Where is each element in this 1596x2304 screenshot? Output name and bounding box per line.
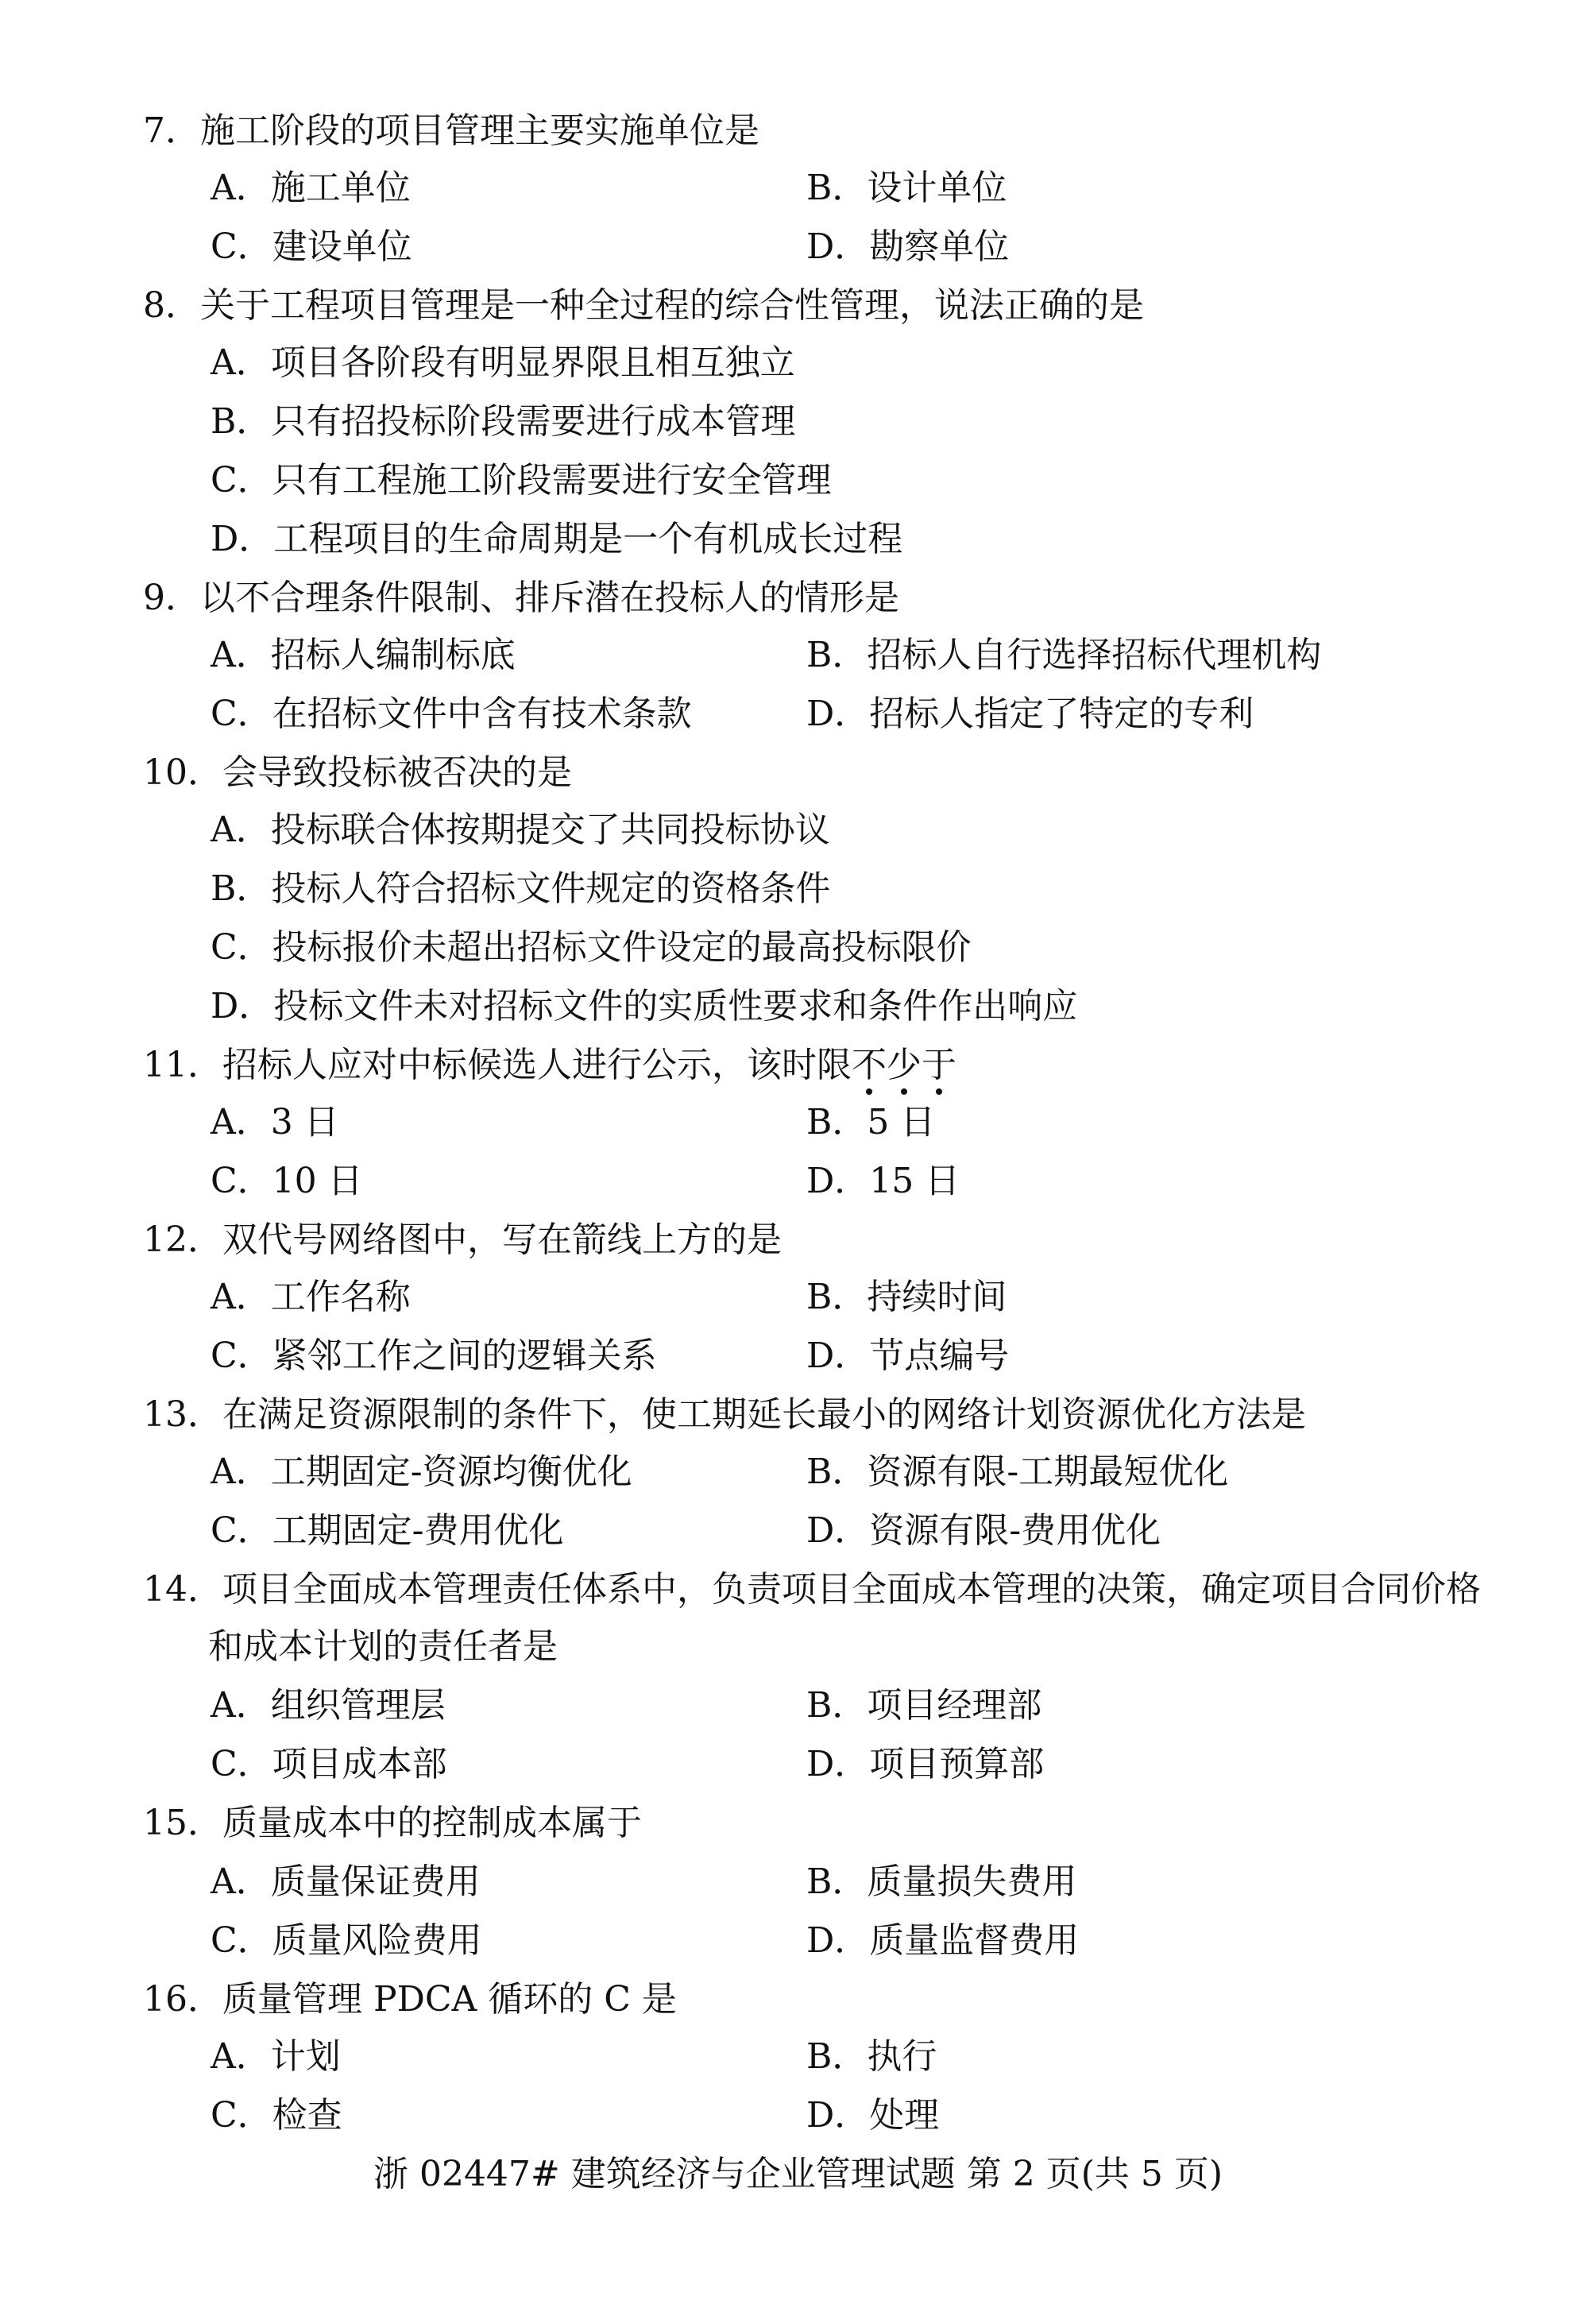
question-16-option-c: C．检查 [211,2095,342,2136]
question-8-stem: 8．关于工程项目管理是一种全过程的综合性管理，说法正确的是 [143,285,1144,326]
question-10-option-d: D．投标文件未对招标文件的实质性要求和条件作出响应 [211,986,1078,1026]
question-14-option-a: A．组织管理层 [211,1685,446,1726]
question-11-option-d: D．15 日 [806,1161,960,1201]
question-7-option-c: C．建设单位 [211,226,412,267]
question-16-option-a: A．计划 [211,2036,341,2077]
question-13-option-d: D．资源有限-费用优化 [806,1510,1161,1551]
question-9-option-c: C．在招标文件中含有技术条款 [211,694,692,734]
question-12-stem: 12．双代号网络图中，写在箭线上方的是 [143,1220,782,1260]
question-12-option-b: B．持续时间 [806,1277,1007,1317]
question-16-option-b: B．执行 [806,2036,937,2077]
question-7-option-a: A．施工单位 [211,168,411,208]
question-11-option-a: A．3 日 [211,1102,339,1142]
question-7-stem: 7．施工阶段的项目管理主要实施单位是 [143,110,759,151]
question-16-stem: 16．质量管理 PDCA 循环的 C 是 [143,1979,677,2020]
emphasis-char: 不 [852,1045,887,1085]
question-15-option-c: C．质量风险费用 [211,1920,482,1961]
question-12-option-a: A．工作名称 [211,1277,411,1317]
question-7-option-b: B．设计单位 [806,168,1007,208]
question-13-option-c: C．工期固定-费用优化 [211,1510,564,1551]
question-11-option-b: B．5 日 [806,1102,936,1142]
question-10-option-a: A．投标联合体按期提交了共同投标协议 [211,810,830,850]
question-14-option-c: C．项目成本部 [211,1744,447,1784]
question-9-stem: 9．以不合理条件限制、排斥潜在投标人的情形是 [143,578,899,618]
question-14-option-b: B．项目经理部 [806,1685,1042,1726]
question-13-stem: 13．在满足资源限制的条件下，使工期延长最小的网络计划资源优化方法是 [143,1394,1306,1435]
question-12-option-d: D．节点编号 [806,1336,1010,1376]
question-15-option-a: A．质量保证费用 [211,1861,481,1902]
page-footer: 浙 02447# 建筑经济与企业管理试题 第 2 页(共 5 页) [373,2154,1223,2194]
emphasis-char: 少 [887,1045,922,1085]
question-15-option-b: B．质量损失费用 [806,1861,1077,1902]
question-9-option-d: D．招标人指定了特定的专利 [806,694,1254,734]
question-14-stem-line2: 和成本计划的责任者是 [208,1626,558,1667]
question-8-option-d: D．工程项目的生命周期是一个有机成长过程 [211,519,903,559]
question-15-option-d: D．质量监督费用 [806,1920,1080,1961]
question-9-option-b: B．招标人自行选择招标代理机构 [806,635,1322,675]
question-10-option-c: C．投标报价未超出招标文件设定的最高投标限价 [211,927,972,968]
question-13-option-a: A．工期固定-资源均衡优化 [211,1452,632,1492]
question-8-option-a: A．项目各阶段有明显界限且相互独立 [211,342,795,383]
question-9-option-a: A．招标人编制标底 [211,635,516,675]
question-14-stem-line1: 14．项目全面成本管理责任体系中，负责项目全面成本管理的决策，确定项目合同价格 [143,1569,1481,1610]
emphasis-char: 于 [922,1045,956,1085]
question-14-option-d: D．项目预算部 [806,1744,1045,1784]
question-12-option-c: C．紧邻工作之间的逻辑关系 [211,1336,657,1376]
question-15-stem: 15．质量成本中的控制成本属于 [143,1803,642,1843]
question-8-option-b: B．只有招投标阶段需要进行成本管理 [211,401,796,442]
question-16-option-d: D．处理 [806,2095,940,2136]
question-13-option-b: B．资源有限-工期最短优化 [806,1452,1229,1492]
question-7-option-d: D．勘察单位 [806,226,1010,267]
question-8-option-c: C．只有工程施工阶段需要进行安全管理 [211,460,832,501]
question-11-stem [143,1044,956,1087]
question-11-stem-text: 11．招标人应对中标候选人进行公示，该时限 [143,1045,852,1085]
question-10-stem: 10．会导致投标被否决的是 [143,752,572,793]
question-11-option-c: C．10 日 [211,1161,363,1201]
question-10-option-b: B．投标人符合招标文件规定的资格条件 [211,868,831,909]
